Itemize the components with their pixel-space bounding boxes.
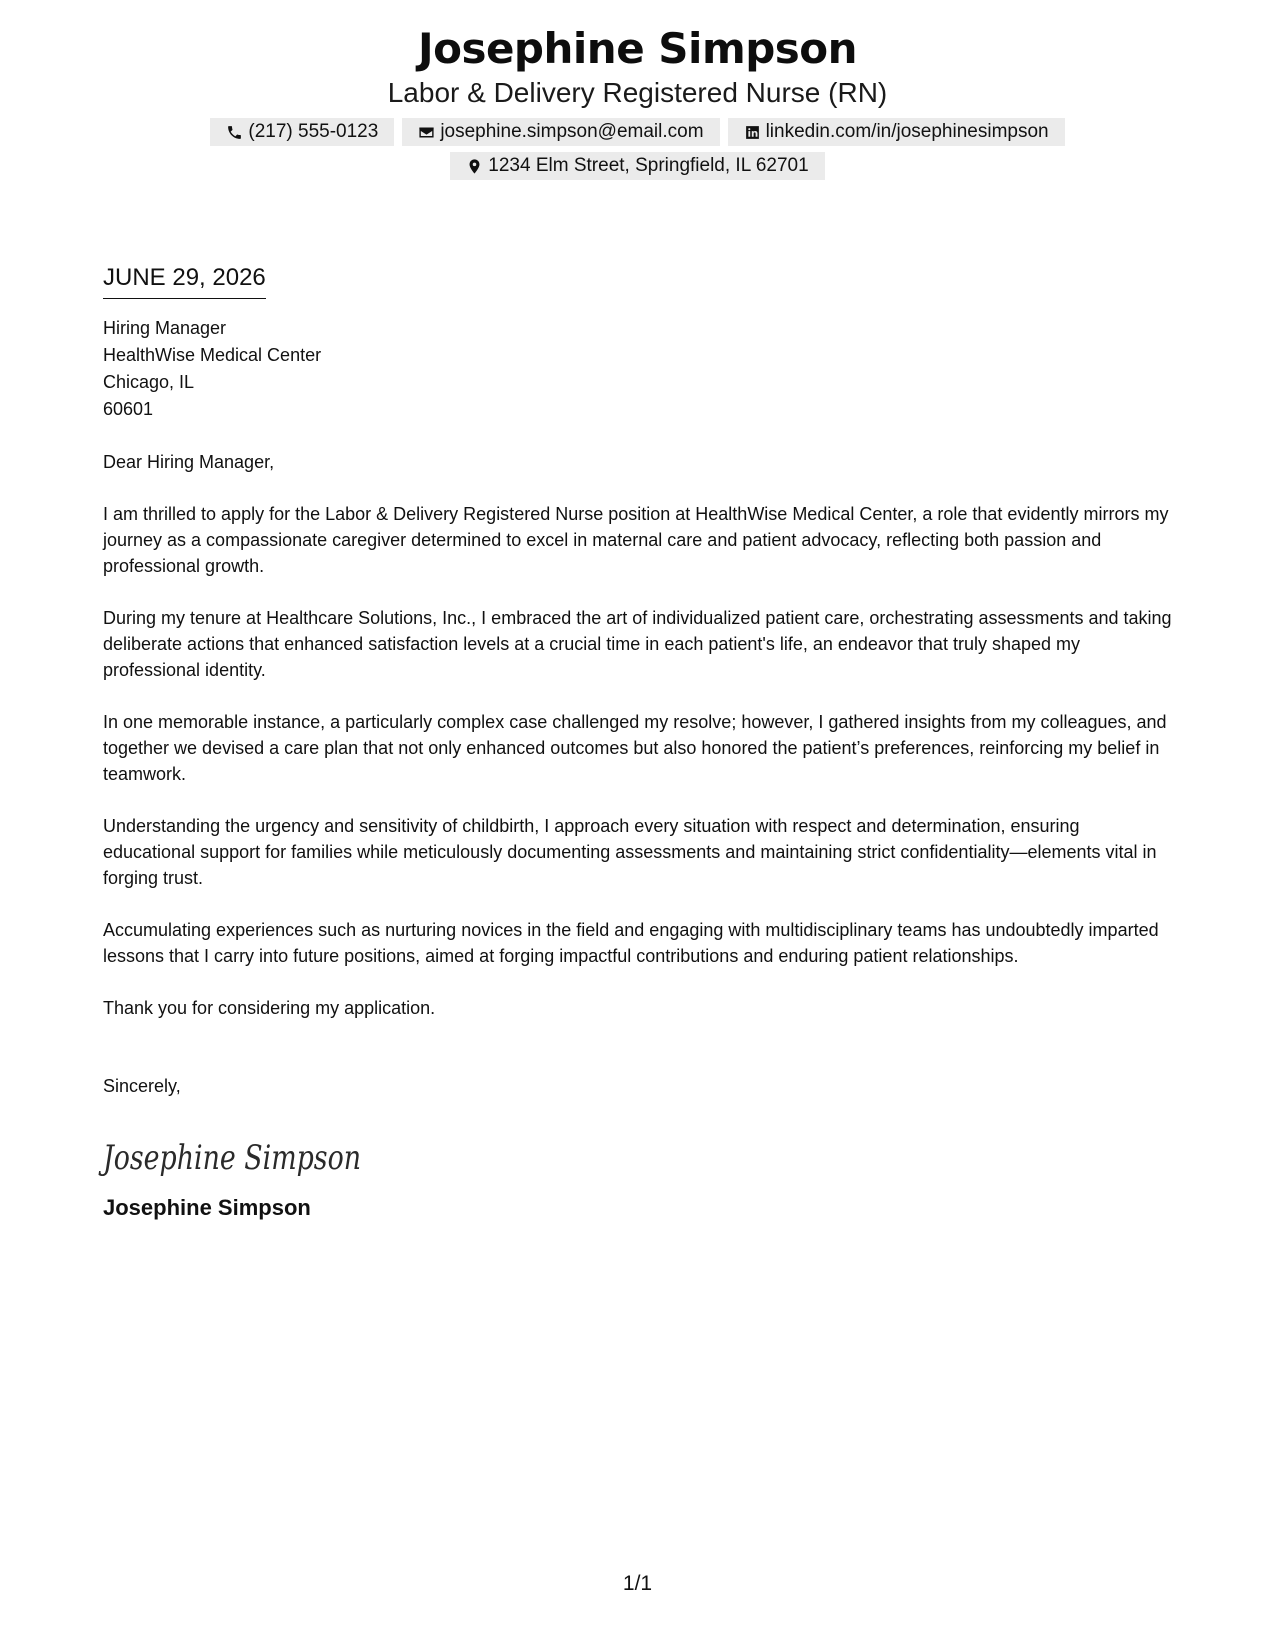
recipient-line: Chicago, IL [103,372,195,392]
letter-body [98,262,1173,1223]
contact-linkedin[interactable] [728,118,1065,146]
linkedin-icon [744,124,761,141]
recipient-line: Hiring Manager [103,318,227,338]
body-paragraph: During my tenure at Healthcare Solutions, Inc., I embraced the art of individualized patient care, orchestrating assessments and taking deliberate actions that enhanced satisfaction levels at a crucial time in each patient's life, an endeavor that truly shaped my professional identity. [103,608,1172,680]
contact-phone-text: (217) 555-0123 [248,121,379,142]
signature-text: Josephine Simpson [98,1138,361,1178]
closing: Sincerely, [103,1076,181,1096]
body-paragraph: Accumulating experiences such as nurturing novices in the field and engaging with multidisciplinary teams has undoubtedly imparted lessons that I carry into future positions, aimed at forging impactful contributions and enduring patient relationships. [103,920,1159,966]
contact-address-text: 1234 Elm Street, Springfield, IL 62701 [488,155,809,176]
contact-email[interactable] [402,118,719,146]
recipient-block [103,315,1173,423]
letter-header [0,22,1275,180]
applicant-name: Josephine Simpson [417,24,858,73]
handwritten-signature [98,1131,363,1181]
signature-image [98,1131,363,1181]
body-paragraph: In one memorable instance, a particularly complex case challenged my resolve; however, I gathered insights from my colleagues, and together we devised a care plan that not only enhanced outcomes but also honored the patient’s preferences, reinforcing my belief in teamwork. [103,712,1167,784]
phone-icon [226,124,243,141]
contact-row-secondary [0,152,1275,180]
contact-row-primary [0,118,1275,146]
map-pin-icon [466,158,483,175]
body-paragraph: I am thrilled to apply for the Labor & Delivery Registered Nurse position at HealthWise Medical Center, a role that evidently mirrors my journey as a compassionate caregiver determined to excel in maternal care and patient advocacy, reflecting both passion and professional growth. [103,504,1169,576]
contact-email-text: josephine.simpson@email.com [440,121,704,142]
recipient-line: HealthWise Medical Center [103,345,322,365]
salutation: Dear Hiring Manager, [103,452,275,472]
signer-name: Josephine Simpson [103,1195,311,1220]
envelope-icon [418,124,435,141]
contact-address[interactable] [450,152,824,180]
page-number: 1/1 [622,1572,653,1595]
contact-linkedin-text: linkedin.com/in/josephinesimpson [765,121,1049,142]
body-paragraph: Understanding the urgency and sensitivity of childbirth, I approach every situation with respect and determination, ensuring educational support for families while meticulously documenting assessments and maintaining strict confidentiality—elements vital in forging trust. [103,816,1157,888]
recipient-line: 60601 [103,399,154,419]
body-paragraph: Thank you for considering my application. [103,998,436,1018]
letter-date: JUNE 29, 2026 [103,262,266,299]
contact-phone[interactable] [210,118,394,146]
applicant-title: Labor & Delivery Registered Nurse (RN) [387,77,888,108]
